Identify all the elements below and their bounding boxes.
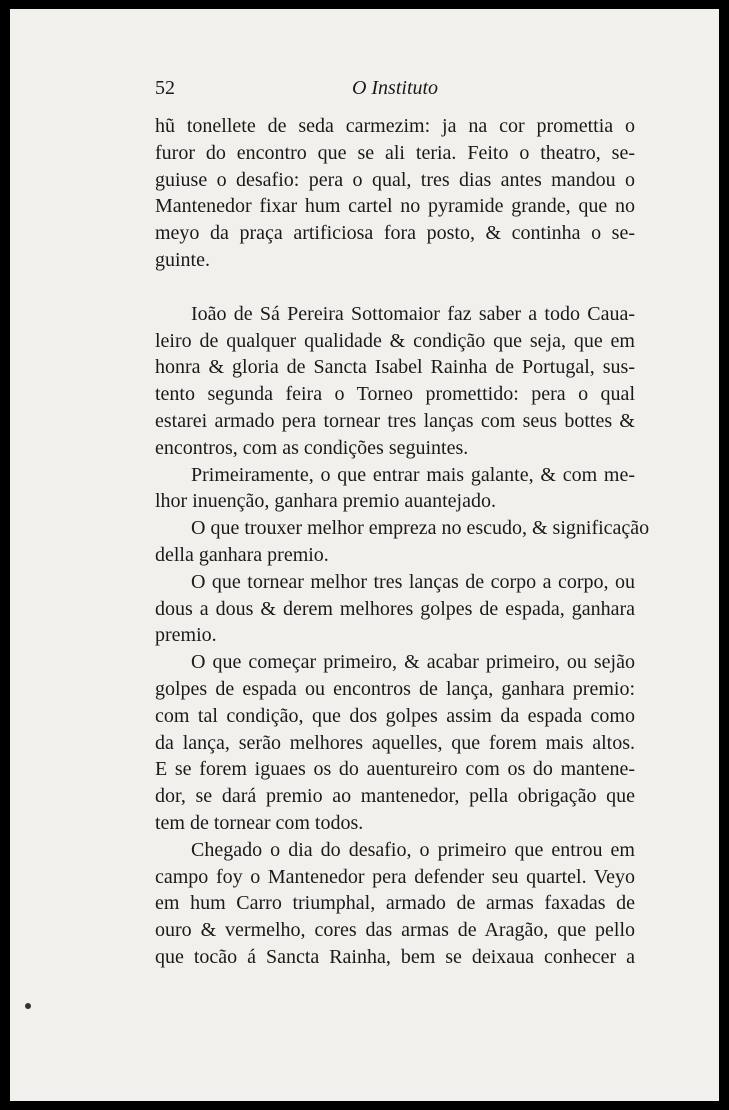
text-line: golpes de espada ou encontros de lança, ganhara premio:	[155, 677, 635, 700]
ink-spot	[25, 1003, 31, 1009]
page-header	[155, 73, 635, 103]
paragraph-gap	[155, 274, 635, 301]
running-title: O Instituto	[351, 77, 439, 99]
text-line: hũ tonellete de seda carmezim: ja na cor promettia o	[155, 115, 635, 137]
text-line: Ioão de Sá Pereira Sottomaior faz saber a todo Caua-	[191, 302, 635, 325]
text-line: Mantenedor fixar hum cartel no pyramide grande, que no	[155, 195, 635, 218]
text-line: da lança, serão melhores aquelles, que forem mais altos.	[155, 731, 635, 754]
text-line: E se forem iguaes os do auentureiro com os do mantene-	[155, 758, 635, 781]
text-line: estarei armado pera tornear tres lanças com seus bottes &	[155, 409, 635, 432]
text-line: encontros, com as condições seguintes.	[155, 436, 469, 459]
text-line: leiro de qualquer qualidade & condição que seja, que em	[155, 329, 635, 352]
text-line: campo foy o Mantenedor pera defender seu quartel. Veyo	[155, 865, 635, 888]
text-line: lhor inuenção, ganhara premio auantejado.	[155, 490, 496, 513]
text-line: tento segunda feira o Torneo promettido: pera o qual	[155, 383, 635, 406]
page-number: 52	[155, 77, 175, 99]
text-line: dous a dous & derem melhores golpes de espada, ganhara	[155, 597, 635, 620]
body-text	[155, 113, 650, 971]
text-line: O que tornear melhor tres lanças de corpo a corpo, ou	[191, 570, 635, 593]
text-line: O que começar primeiro, & acabar primeiro, ou sejão	[191, 651, 635, 674]
text-line: premio.	[155, 624, 217, 647]
text-line: della ganhara premio.	[155, 543, 329, 566]
text-line: furor do encontro que se ali teria. Feito o theatro, se-	[155, 141, 635, 164]
text-line: meyo da praça artificiosa fora posto, & continha o se-	[155, 222, 635, 245]
text-line: tem de tornear com todos.	[155, 811, 364, 834]
text-line: Chegado o dia do desafio, o primeiro que entrou em	[191, 838, 635, 861]
text-line: dor, se dará premio ao mantenedor, pella obrigação que	[155, 785, 635, 808]
text-line: guinte.	[155, 248, 210, 271]
text-line: com tal condição, que dos golpes assim da espada como	[155, 704, 635, 727]
text-line: guiuse o desafio: pera o qual, tres dias antes mandou o	[155, 168, 635, 191]
text-line: que tocão á Sancta Rainha, bem se deixaua conhecer a	[155, 945, 635, 968]
text-line: O que trouxer melhor empreza no escudo, & significação	[191, 517, 650, 540]
text-line: Primeiramente, o que entrar mais galante, & com me-	[191, 463, 635, 486]
text-line: ouro & vermelho, cores das armas de Aragão, que pello	[155, 919, 635, 942]
text-line: em hum Carro triumphal, armado de armas faxadas de	[155, 892, 635, 915]
text-line: honra & gloria de Sancta Isabel Rainha de Portugal, sus-	[155, 356, 635, 379]
